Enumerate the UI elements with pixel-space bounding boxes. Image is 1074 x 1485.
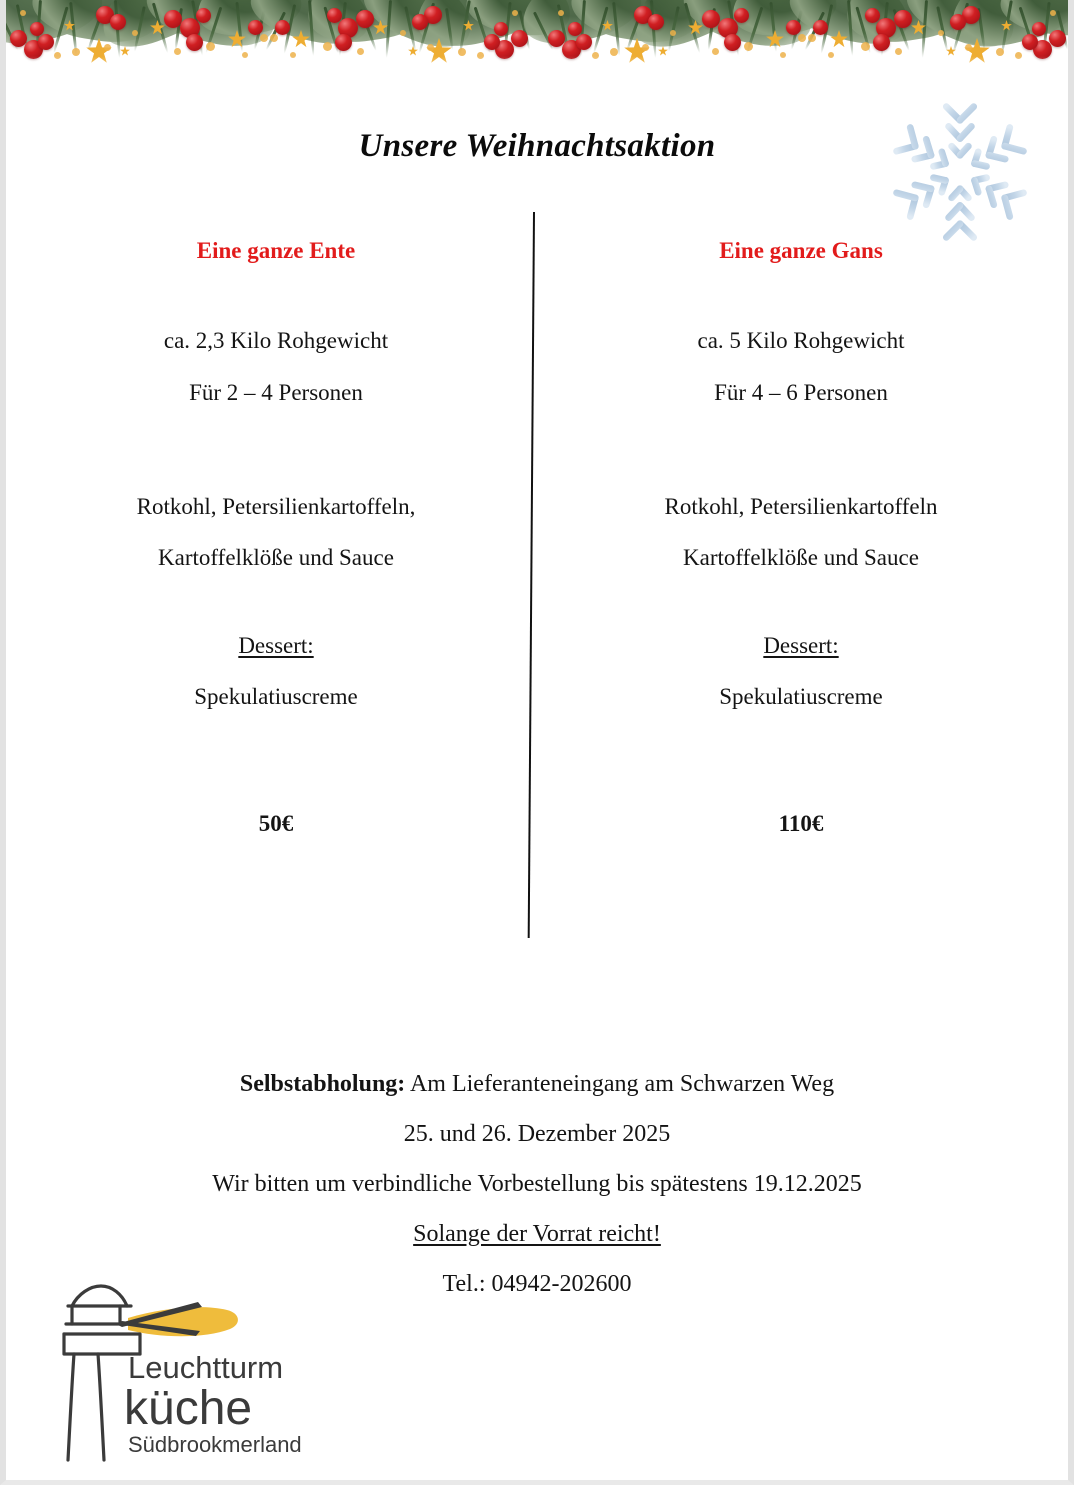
order-deadline: Wir bitten um verbindliche Vorbestellung bis spätestens 19.12.2025 (212, 1171, 862, 1197)
holly-berry (484, 34, 500, 50)
offers-section (6, 232, 1068, 932)
gold-dot (427, 44, 434, 51)
holly-berry (30, 22, 44, 36)
gold-dot (458, 48, 466, 56)
gold-dot (260, 34, 268, 42)
gold-dot (400, 30, 406, 36)
holly-berry (950, 14, 966, 30)
gold-dot (798, 34, 806, 42)
holly-berry (1022, 34, 1038, 50)
offer-price: 50€ (258, 811, 294, 836)
gold-dot (996, 48, 1004, 56)
gold-dot (512, 10, 518, 16)
gold-dot (712, 48, 719, 55)
offer-price: 110€ (778, 811, 824, 836)
pickup-label: Selbstabholung: (239, 1071, 406, 1097)
footer-info (6, 1072, 1068, 1296)
holly-berry (1032, 22, 1046, 36)
holly-berry (894, 10, 912, 28)
gold-star (408, 46, 418, 56)
offer-sides-line-2: Kartoffelklöße und Sauce (158, 545, 394, 570)
gold-dot (895, 48, 902, 55)
gold-dot (744, 42, 753, 51)
holly-berry (248, 20, 263, 35)
holly-berry (356, 10, 374, 28)
offer-persons: Für 4 – 6 Personen (714, 380, 888, 405)
offer-weight: ca. 5 Kilo Rohgewicht (697, 328, 905, 353)
gold-dot (270, 34, 278, 42)
holly-berry (327, 8, 342, 23)
gold-dot (174, 48, 181, 55)
offer-weight: ca. 2,3 Kilo Rohgewicht (163, 328, 389, 353)
gold-dot (104, 44, 111, 51)
offer-heading: Eine ganze Ente (196, 238, 356, 263)
gold-dot (132, 30, 138, 36)
logo-line-1: Leuchtturm (128, 1350, 284, 1385)
offer-card-goose (561, 232, 1041, 835)
phone-number: Tel.: 04942-202600 (442, 1271, 632, 1297)
gold-dot (20, 10, 26, 16)
holly-berry (275, 20, 290, 35)
gold-star (658, 46, 668, 56)
gold-dot (965, 44, 972, 51)
logo-line-3: Südbrookmerland (128, 1432, 302, 1457)
column-divider (528, 212, 535, 938)
holly-berry (568, 22, 582, 36)
holly-berry (648, 14, 664, 30)
pickup-dates: 25. und 26. Dezember 2025 (403, 1121, 671, 1147)
holly-berry (335, 34, 352, 51)
holly-berry (196, 8, 211, 23)
gold-dot (206, 42, 215, 51)
holly-berry (110, 14, 126, 30)
holly-berry (494, 22, 508, 36)
gold-dot (861, 42, 870, 51)
gold-dot (670, 30, 676, 36)
holly-berry (813, 20, 828, 35)
offer-sides-line-1: Rotkohl, Petersilienkartoffeln, (136, 494, 416, 519)
holly-berry (38, 34, 54, 50)
availability-note: Solange der Vorrat reicht! (413, 1221, 661, 1247)
gold-dot (642, 44, 649, 51)
offer-dessert: Spekulatiuscreme (194, 684, 358, 709)
gold-dot (72, 48, 80, 56)
offer-card-duck (36, 232, 516, 835)
offer-dessert-label: Dessert: (238, 633, 314, 658)
gold-dot (357, 48, 364, 55)
offer-dessert: Spekulatiuscreme (719, 684, 883, 709)
holly-berry (865, 8, 880, 23)
garland-fade (0, 56, 1074, 86)
gold-dot (558, 10, 564, 16)
holly-berry (734, 8, 749, 23)
holly-berry (412, 14, 428, 30)
gold-dot (323, 42, 332, 51)
gold-dot (610, 48, 618, 56)
logo-line-2: küche (124, 1382, 253, 1435)
page-title: Unsere Weihnachtsaktion (358, 128, 716, 164)
snowflake-icon (884, 96, 1036, 248)
offer-heading: Eine ganze Gans (719, 238, 883, 263)
gold-dot (938, 30, 944, 36)
pickup-text: Am Lieferanteneingang am Schwarzen Weg (405, 1071, 835, 1097)
leuchtturm-kueche-logo (52, 1272, 304, 1472)
offer-sides-line-1: Rotkohl, Petersilienkartoffeln (664, 494, 938, 519)
christmas-garland-banner (0, 0, 1074, 86)
gold-dot (1050, 10, 1056, 16)
offer-sides-line-2: Kartoffelklöße und Sauce (683, 545, 919, 570)
holly-berry (786, 20, 801, 35)
gold-star (120, 46, 130, 56)
holly-berry (724, 34, 741, 51)
holly-berry (1049, 30, 1066, 47)
holly-berry (186, 34, 203, 51)
holly-berry (873, 34, 890, 51)
offer-dessert-label: Dessert: (763, 633, 839, 658)
holly-berry (576, 34, 592, 50)
gold-dot (808, 34, 816, 42)
offer-persons: Für 2 – 4 Personen (189, 380, 363, 405)
pickup-line (6, 1072, 1068, 1096)
